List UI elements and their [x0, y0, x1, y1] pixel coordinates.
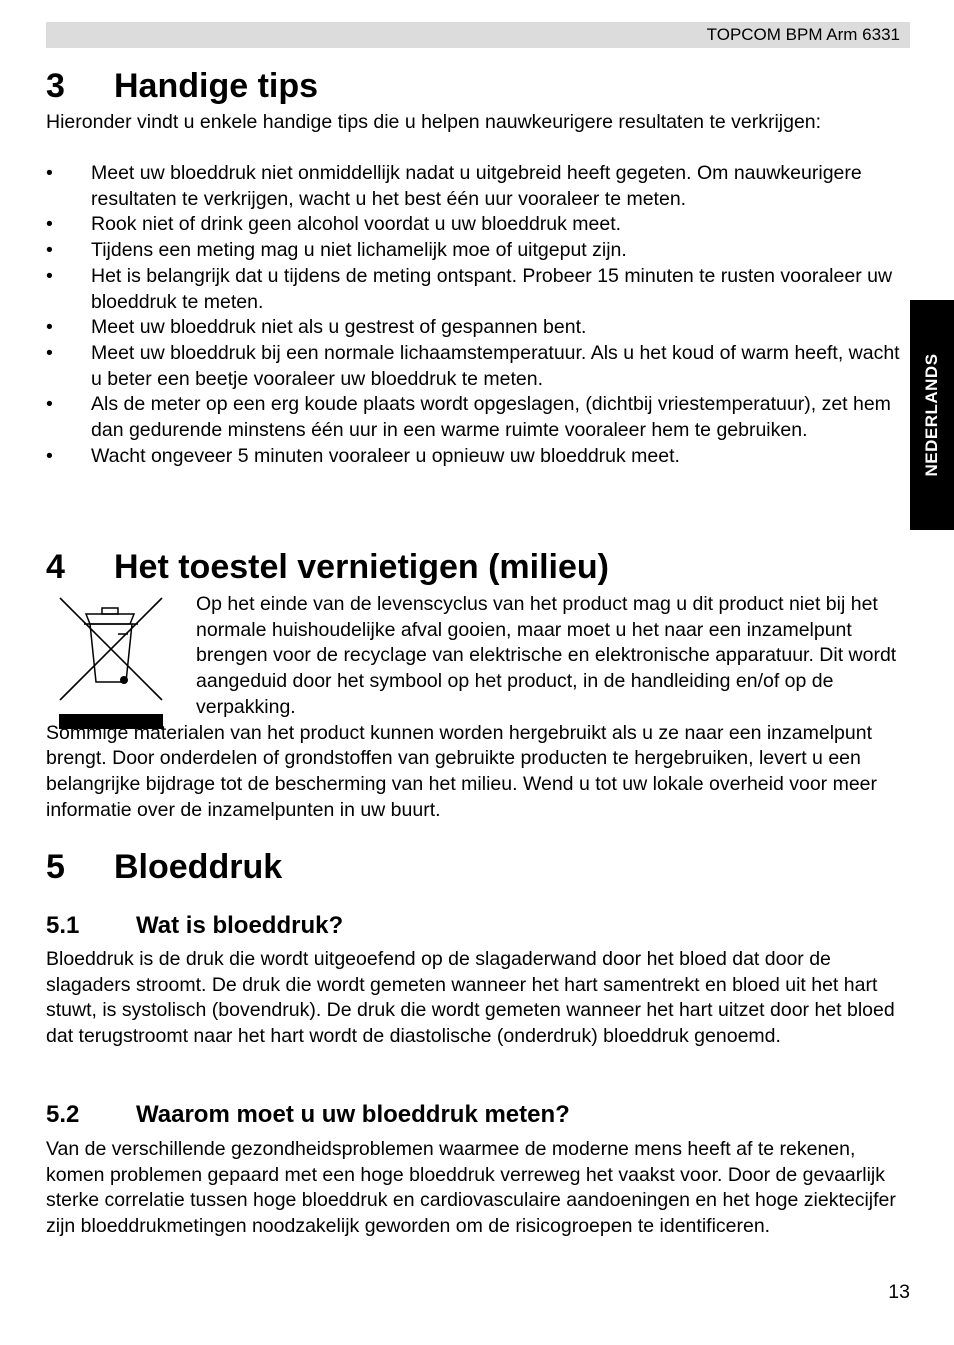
- subsection-number: 5.2: [46, 1101, 80, 1128]
- section-title: Het toestel vernietigen (milieu): [114, 548, 609, 586]
- tips-list: [46, 161, 908, 469]
- bullet: •: [46, 239, 53, 262]
- header-title: TOPCOM BPM Arm 6331: [706, 25, 900, 44]
- page-header: [46, 22, 910, 48]
- blood-pressure-definition: Bloeddruk is de druk die wordt uitgeoefend op de slagaderwand door het bloed dat door de slagaders stroomt. De druk die wordt gemeten wanneer het hart samentrekt en bloed uit het hart stuwt, is systolisch (bovendruk). De druk die wordt gemeten wanneer het hart uitzet door het bloed dat terugstroomt naar het hart wordt de diastolische (onderdruk) bloeddruk genoemd.: [46, 948, 895, 1048]
- bullet: •: [46, 162, 53, 184]
- section-title: Bloeddruk: [114, 848, 283, 886]
- section-4-heading: [46, 547, 609, 587]
- subsection-5-2-heading: [46, 1100, 570, 1130]
- list-item: [46, 264, 908, 315]
- bullet: •: [46, 444, 53, 467]
- list-item-text: Rook niet of drink geen alcohol voordat u uw bloeddruk meet.: [91, 213, 622, 236]
- section-title: Handige tips: [114, 67, 319, 105]
- why-measure-text: Van de verschillende gezondheidsproblemen waarmee de moderne mens heeft af te rekenen, komen problemen gepaard met een hoge bloeddruk verreweg het vaakst voor. Door de gevaarlijk sterke correlatie tussen hoge bloeddruk en cardiovasculaire aandoeningen en het hoge ziektecijfer zijn bloeddrukmetingen noodzakelijk geworden om de risicogroepen te identificeren.: [46, 1138, 896, 1238]
- list-item: [46, 444, 908, 470]
- bullet: •: [46, 264, 53, 287]
- language-tab: [910, 300, 954, 530]
- list-item: [46, 392, 908, 443]
- subsection-5-1-heading: [46, 911, 343, 941]
- list-item-text: Wacht ongeveer 5 minuten vooraleer u opnieuw uw bloeddruk meet.: [91, 444, 680, 467]
- list-item-text: Meet uw bloeddruk bij een normale lichaamstemperatuur. Als u het koud of warm heeft, wacht u beter een beetje vooraleer uw bloeddruk te meten.: [91, 341, 900, 390]
- list-item: [46, 238, 908, 264]
- section-5-heading: [46, 847, 282, 887]
- environment-text: [46, 592, 912, 823]
- bullet: •: [46, 213, 53, 236]
- bullet: •: [46, 341, 53, 364]
- list-item: [46, 315, 908, 341]
- subsection-number: 5.1: [46, 912, 80, 939]
- list-item-text: Meet uw bloeddruk niet als u gestrest of gespannen bent.: [91, 316, 587, 339]
- list-item-text: Tijdens een meting mag u niet lichamelijk moe of uitgeput zijn.: [91, 239, 627, 262]
- section-number: 5: [46, 848, 65, 886]
- list-item: [46, 341, 908, 392]
- environment-text-part-2: Sommige materialen van het product kunnen worden hergebruikt als u ze naar een inzamelpunt brengt. Door onderdelen of grondstoffen van gebruikte producten te hergebruiken, levert u een belangrijke bijdrage tot de bescherming van het milieu. Wend u tot uw lokale overheid voor meer informatie over de inzamelpunten in uw buurt.: [46, 721, 878, 821]
- subsection-title: Waarom moet u uw bloeddruk meten?: [136, 1101, 570, 1128]
- section-number: 4: [46, 548, 65, 586]
- subsection-title: Wat is bloeddruk?: [136, 912, 344, 939]
- language-tab-label: NEDERLANDS: [922, 353, 941, 477]
- list-item: [46, 161, 908, 212]
- section-3-heading: [46, 66, 318, 106]
- list-item-text: Als de meter op een erg koude plaats wordt opgeslagen, (dichtbij vriestemperatuur), zet hem dan gedurende minstens één uur in een warme ruimte vooraleer hem te gebruiken.: [91, 393, 891, 442]
- bullet: •: [46, 393, 53, 416]
- page-number: 13: [888, 1281, 910, 1303]
- list-item-text: Meet uw bloeddruk niet onmiddellijk nadat u uitgebreid heeft gegeten. Om nauwkeurigere resultaten te verkrijgen, wacht u het best één uur vooraleer te meten.: [91, 162, 862, 210]
- section-number: 3: [46, 67, 65, 105]
- environment-text-part-1: Op het einde van de levenscyclus van het product mag u dit product niet bij het normale huishoudelijke afval gooien, maar moet u het naar een inzamelpunt brengen voor de recyclage van elektrische en elektronische apparatuur. Dit wordt aangeduid door het symbool op het product, in de handleiding en/of op de verpakking.: [196, 593, 897, 718]
- bullet: •: [46, 316, 53, 339]
- list-item-text: Het is belangrijk dat u tijdens de meting ontspant. Probeer 15 minuten te rusten vooraleer uw bloeddruk te meten.: [91, 264, 893, 313]
- list-item: [46, 212, 908, 238]
- tips-intro: Hieronder vindt u enkele handige tips die u helpen nauwkeurigere resultaten te verkrijgen:: [46, 111, 822, 133]
